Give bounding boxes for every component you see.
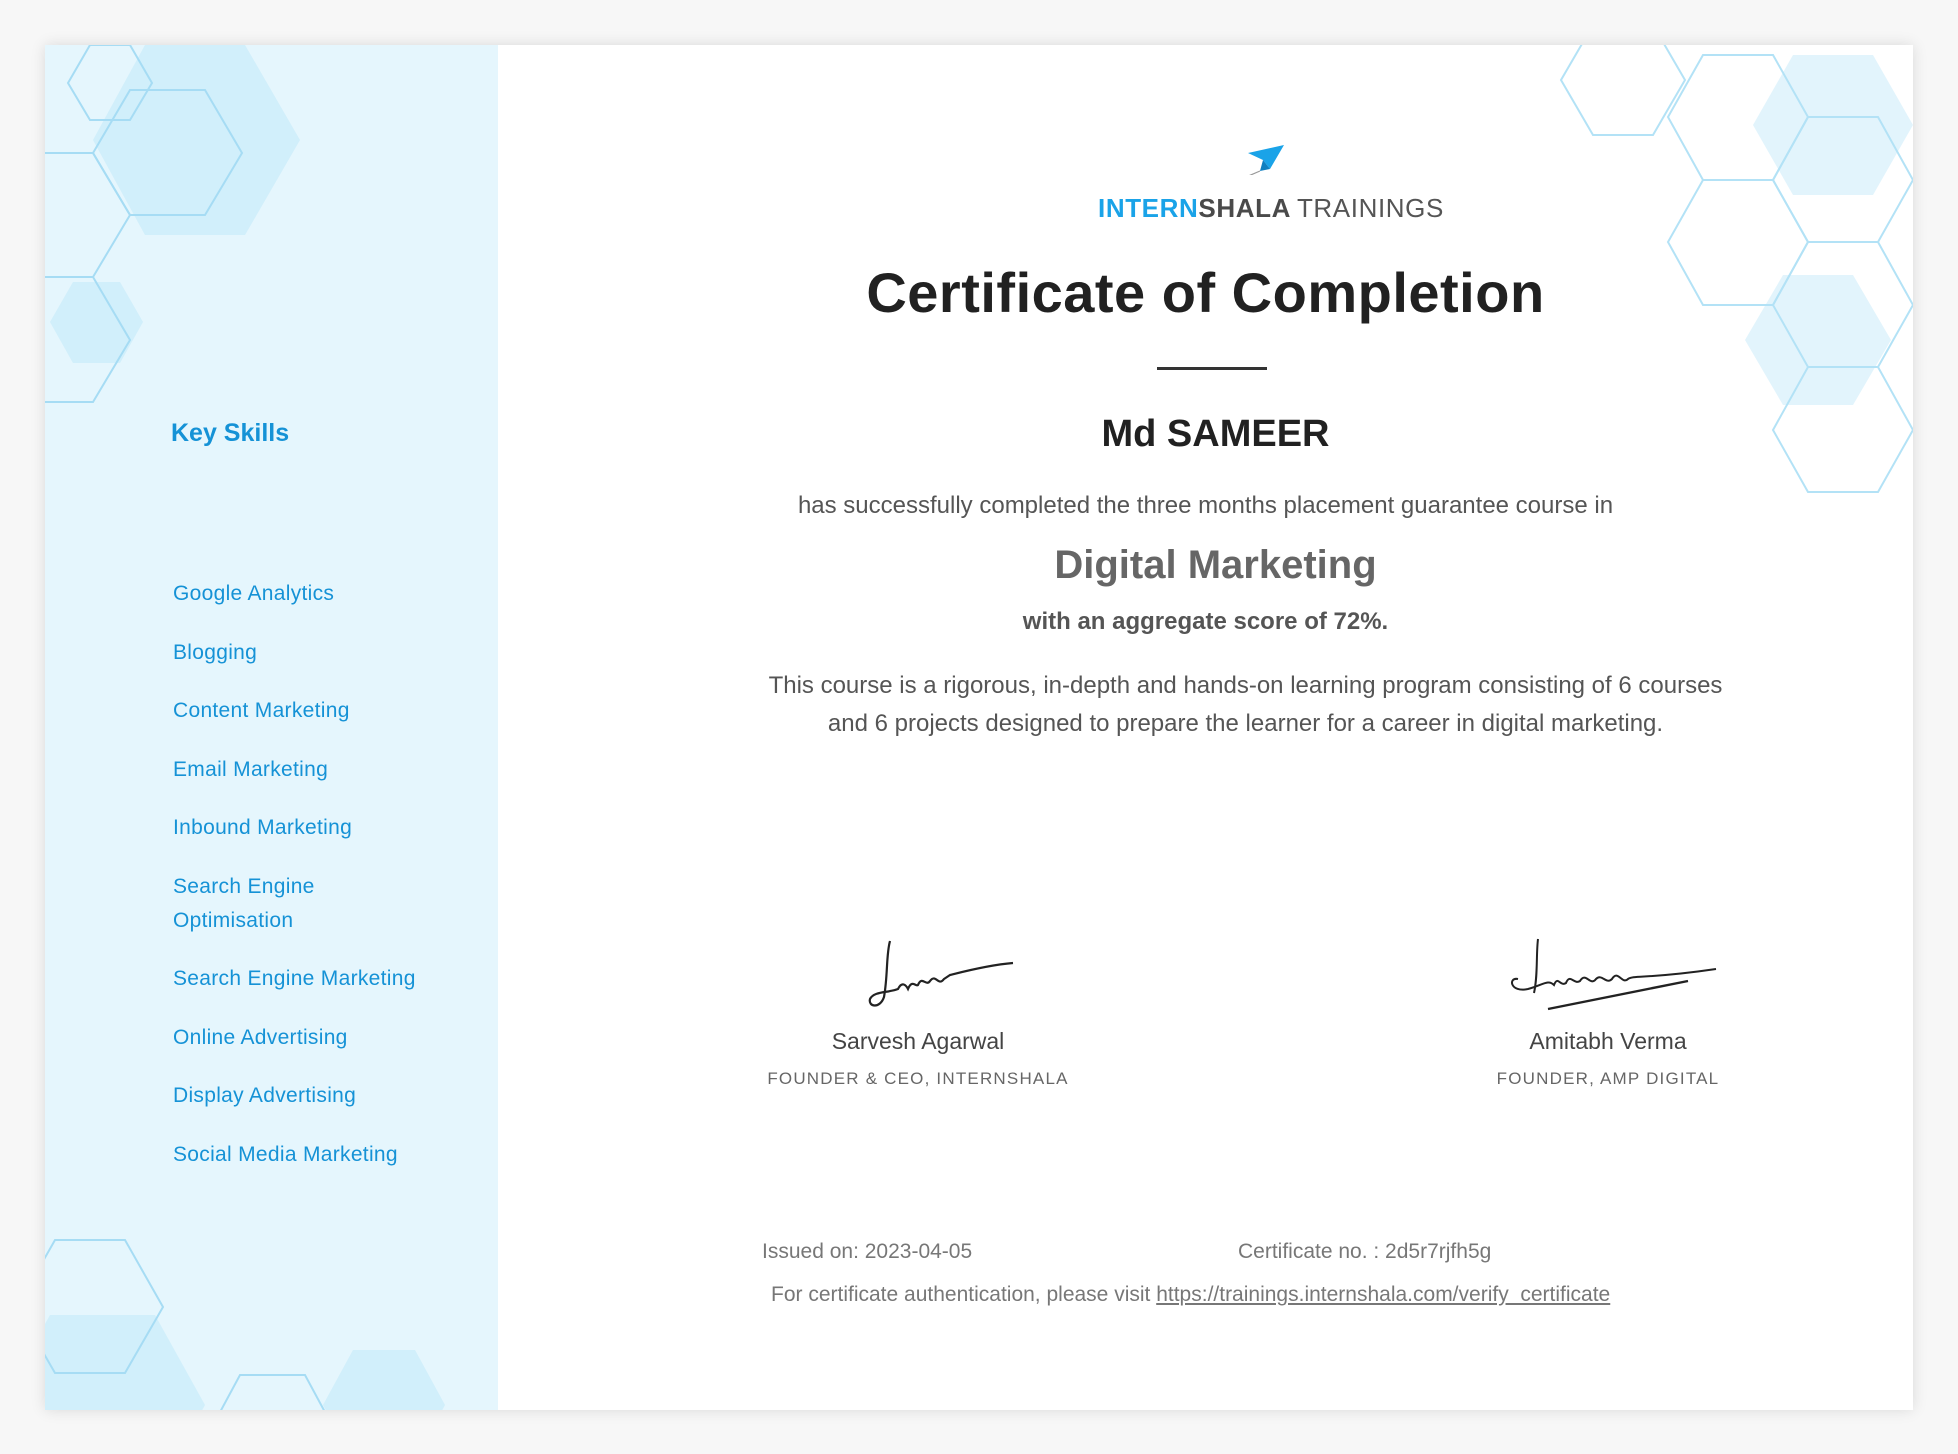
- internshala-trainings-logo: [1098, 145, 1444, 245]
- skill-item: Display Advertising: [173, 1084, 357, 1107]
- title-divider: [1157, 367, 1267, 370]
- verification-note: [771, 1283, 1610, 1307]
- certificate-title: Certificate of Completion: [866, 261, 1545, 324]
- skill-item: Social Media Marketing: [173, 1142, 398, 1166]
- certificate-card: [45, 45, 1913, 1410]
- signatory-name: Sarvesh Agarwal: [831, 1028, 1005, 1054]
- verification-prefix: For certificate authentication, please visit: [771, 1283, 1157, 1306]
- certificate-number: Certificate no. : 2d5r7rjfh5g: [1238, 1240, 1492, 1263]
- certificate-main: [498, 45, 1913, 1410]
- skill-item: Content Marketing: [173, 699, 350, 722]
- course-description: This course is a rigorous, in-depth and hands-on learning program consisting of 6 courses and 6 projects designed to prepare the learner for a career in digital marketing.: [768, 672, 1723, 737]
- completion-statement: has successfully completed the three months placement guarantee course in: [797, 492, 1614, 519]
- signatory-left: [738, 935, 1098, 1089]
- skill-item: Blogging: [173, 640, 258, 664]
- aggregate-score: with an aggregate score of 72%.: [1022, 608, 1389, 635]
- signatory-name: Amitabh Verma: [1529, 1028, 1687, 1054]
- skill-item: Online Advertising: [173, 1025, 348, 1049]
- course-name: Digital Marketing: [1054, 543, 1377, 587]
- skill-item: Inbound Marketing: [173, 816, 353, 839]
- skill-item: Email Marketing: [173, 757, 329, 781]
- issued-date: Issued on: 2023-04-05: [762, 1240, 973, 1263]
- skill-item: Search Engine Marketing: [173, 967, 416, 990]
- paper-plane-icon: [1238, 145, 1288, 175]
- signatory-role: FOUNDER, AMP DIGITAL: [1496, 1069, 1720, 1088]
- skill-item: Search Engine Optimisation: [173, 874, 315, 932]
- signatory-role: FOUNDER & CEO, INTERNSHALA: [767, 1069, 1069, 1088]
- skills-list: [173, 577, 493, 1196]
- signature-amitabh-icon: [1488, 935, 1728, 1015]
- signature-sarvesh-icon: [818, 935, 1018, 1015]
- verify-certificate-link[interactable]: https://trainings.internshala.com/verify_certificate: [1156, 1283, 1611, 1306]
- recipient-name: Md SAMEER: [1101, 413, 1330, 455]
- key-skills-sidebar: [45, 45, 498, 1410]
- key-skills-heading: Key Skills: [171, 419, 290, 447]
- skill-item: Google Analytics: [173, 582, 335, 605]
- signatory-right: [1418, 935, 1798, 1089]
- logo-wordmark: INTERNSHALA TRAININGS: [1098, 193, 1444, 223]
